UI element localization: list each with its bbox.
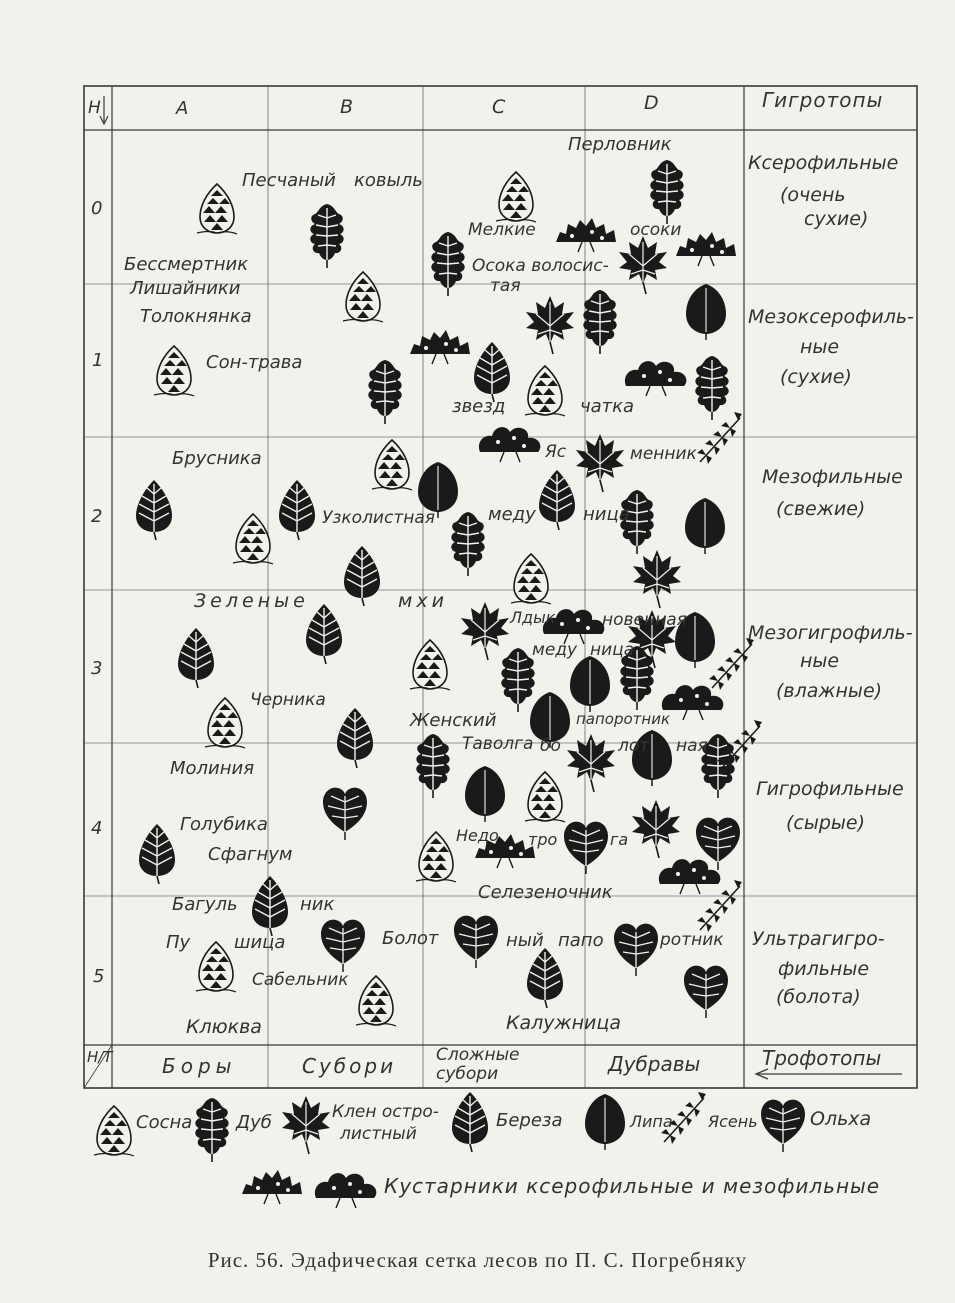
- corner-ht-label: H/T: [87, 1048, 113, 1066]
- legend-maple-label-1: Клен остро-: [332, 1102, 439, 1122]
- column-c-header: C: [492, 96, 506, 118]
- plant-label: Брусника: [172, 448, 262, 469]
- alder-icon: [684, 966, 728, 1018]
- trophotope-subori: Субори: [302, 1054, 397, 1078]
- linden-icon: [685, 498, 725, 554]
- plant-label: Клюква: [186, 1016, 262, 1038]
- pine-icon: [511, 554, 551, 604]
- shrub-icon: [625, 361, 686, 396]
- pine-icon: [196, 942, 236, 992]
- row-2-label: 2: [91, 506, 103, 527]
- plant-label: Перловник: [568, 134, 672, 155]
- plant-label: Сабельник: [252, 970, 349, 990]
- birch-icon: [279, 480, 315, 540]
- plant-label: Сфагнум: [208, 844, 293, 865]
- legend-pine-label: Сосна: [136, 1112, 193, 1133]
- ash-icon: [697, 412, 742, 464]
- legend-oak-icon: [195, 1098, 228, 1162]
- legend-oak-label: Дуб: [236, 1112, 272, 1133]
- shrub-icon: [556, 218, 616, 252]
- plant-label: Зеленые: [194, 590, 309, 612]
- oak-icon: [583, 290, 616, 354]
- birch-icon: [337, 708, 373, 768]
- plant-label: Песчаный: [242, 170, 336, 191]
- legend-ash-label: Ясень: [708, 1112, 758, 1131]
- plant-label: Багуль: [172, 894, 238, 915]
- plant-label: Селезеночник: [478, 882, 613, 903]
- pine-icon: [416, 832, 456, 882]
- plant-label: Женский: [410, 710, 497, 731]
- maple-icon: [461, 602, 509, 660]
- plant-label: ротник: [660, 930, 724, 950]
- plant-label: папоротник: [576, 710, 671, 728]
- plant-label: Голубика: [180, 814, 268, 835]
- plant-label: меду: [488, 504, 536, 525]
- plant-label: Таволга: [462, 734, 534, 754]
- trophotope-bory: Боры: [162, 1054, 237, 1078]
- hygrotope-0-line3: сухие): [804, 208, 869, 230]
- plant-label: Калужница: [506, 1012, 621, 1034]
- hygrotope-3-line1: Мезогигрофиль-: [748, 622, 913, 644]
- hygrotope-4-line1: Гигрофильные: [756, 778, 904, 800]
- plant-label: Молиния: [170, 758, 255, 779]
- hygrotope-4-line2: (сырые): [786, 812, 866, 834]
- birch-icon: [139, 824, 175, 884]
- oak-icon: [695, 356, 728, 420]
- shrub-icon: [659, 859, 720, 894]
- pine-icon: [343, 272, 383, 322]
- plant-label: га: [610, 830, 629, 849]
- hygrotope-2-line1: Мезофильные: [762, 466, 903, 488]
- plant-label: осоки: [630, 220, 682, 240]
- alder-icon: [323, 788, 367, 840]
- birch-icon: [344, 546, 380, 606]
- legend-linden-label: Липа: [630, 1112, 673, 1131]
- oak-icon: [431, 232, 464, 296]
- plant-label: Болот: [382, 928, 439, 949]
- plant-label: ница: [590, 640, 635, 660]
- column-d-header: D: [644, 92, 659, 114]
- pine-icon: [525, 772, 565, 822]
- ash-icon: [709, 638, 754, 690]
- legend-shrubs-label: Кустарники ксерофильные и мезофильные: [384, 1174, 881, 1198]
- hygrotope-3-line2: ные: [800, 650, 840, 672]
- shrub-icon: [410, 330, 470, 364]
- row-0-label: 0: [91, 198, 103, 219]
- pine-icon: [372, 440, 412, 490]
- plant-label: Недо: [456, 826, 499, 845]
- plant-label: чатка: [580, 396, 635, 417]
- column-b-header: B: [340, 96, 354, 118]
- legend-alder-label: Ольха: [810, 1108, 872, 1130]
- plant-label: ковыль: [354, 170, 423, 191]
- hygrotope-5-line2: фильные: [778, 958, 870, 980]
- birch-icon: [178, 628, 214, 688]
- plant-label: Сон-трава: [206, 352, 303, 373]
- birch-icon: [527, 948, 563, 1008]
- plant-label: Лдык: [510, 608, 556, 627]
- hygrotope-1-line2: ные: [800, 336, 840, 358]
- plant-label: мхи: [398, 590, 448, 612]
- hygrotope-0-line1: Ксерофильные: [748, 152, 899, 174]
- row-4-label: 4: [91, 818, 103, 839]
- plant-label: Мелкие: [468, 220, 536, 240]
- plant-label: ный: [506, 930, 544, 951]
- plant-label: Лишайники: [130, 278, 241, 299]
- plant-label: ник: [300, 894, 335, 915]
- trophotope-complex-subori: Сложные субори: [436, 1045, 520, 1084]
- legend-birch-label: Береза: [496, 1110, 563, 1131]
- hygrotope-1-line1: Мезоксерофиль-: [748, 306, 914, 328]
- legend-linden-icon: [585, 1094, 625, 1150]
- row-3-label: 3: [91, 658, 103, 679]
- pine-icon: [410, 640, 450, 690]
- plant-label: ница: [583, 504, 630, 525]
- maple-icon: [619, 236, 667, 294]
- hygrotope-0-line2: (очень: [780, 184, 846, 206]
- trophotopes-title: Трофотопы: [762, 1046, 882, 1070]
- legend-shrub-meso-icon: [315, 1173, 376, 1208]
- plant-label: ная: [676, 736, 708, 756]
- pine-icon: [525, 366, 565, 416]
- legend-maple-label-2: листный: [340, 1124, 417, 1144]
- oak-icon: [451, 512, 484, 576]
- alder-icon: [321, 920, 365, 972]
- row-1-label: 1: [92, 350, 104, 371]
- hygrotope-3-line3: (влажные): [776, 680, 883, 702]
- shrub-icon: [676, 232, 736, 266]
- pine-icon: [496, 172, 536, 222]
- plant-label: тая: [490, 276, 521, 296]
- row-5-label: 5: [93, 966, 105, 987]
- linden-icon: [465, 766, 505, 822]
- legend-alder-icon: [761, 1100, 805, 1152]
- alder-icon: [454, 916, 498, 968]
- column-a-header: A: [176, 98, 189, 119]
- figure-caption: Рис. 56. Эдафическая сетка лесов по П. С. Погребняку: [207, 1248, 748, 1272]
- maple-icon: [526, 296, 574, 354]
- maple-icon: [633, 550, 681, 608]
- plant-label: звезд: [452, 396, 506, 417]
- plant-label: новенная: [602, 610, 687, 630]
- legend-shrub-xero-icon: [242, 1170, 302, 1204]
- pine-icon: [205, 698, 245, 748]
- plant-label: шица: [234, 932, 286, 953]
- birch-icon: [252, 876, 288, 936]
- alder-icon: [564, 822, 608, 874]
- plant-label: бо: [540, 736, 561, 756]
- oak-icon: [368, 360, 401, 424]
- hygrotope-5-line3: (болота): [776, 986, 861, 1008]
- shrub-icon: [662, 685, 723, 720]
- pine-icon: [154, 346, 194, 396]
- hygrotope-1-line3: (сухие): [780, 366, 852, 388]
- maple-icon: [576, 434, 624, 492]
- oak-icon: [416, 734, 449, 798]
- plant-label: Толокнянка: [140, 306, 252, 327]
- hygrotopes-title: Гигротопы: [762, 88, 884, 112]
- plant-label: менник: [630, 444, 697, 464]
- hygrotope-2-line2: (свежие): [776, 498, 866, 520]
- birch-icon: [306, 604, 342, 664]
- linden-icon: [686, 284, 726, 340]
- plant-label: Осока волосис-: [472, 256, 609, 276]
- hygrotope-5-line1: Ультрагигро-: [752, 928, 885, 950]
- plant-label: папо: [558, 930, 604, 951]
- plant-label: Узколистная: [322, 508, 435, 528]
- plant-label: тро: [528, 830, 558, 849]
- plant-label: Бессмертник: [124, 254, 249, 275]
- plant-label: Яс: [545, 442, 567, 462]
- ash-icon: [697, 880, 742, 932]
- pine-icon: [356, 976, 396, 1026]
- shrub-icon: [479, 427, 540, 462]
- maple-icon: [632, 800, 680, 858]
- corner-h-label: H: [88, 98, 101, 118]
- oak-icon: [501, 648, 534, 712]
- birch-icon: [474, 342, 510, 402]
- plant-label: лот: [618, 736, 650, 756]
- legend-pine-icon: [94, 1106, 134, 1156]
- plant-label: Пу: [166, 932, 191, 953]
- trophotope-dubravy: Дубравы: [608, 1052, 701, 1076]
- birch-icon: [136, 480, 172, 540]
- alder-icon: [614, 924, 658, 976]
- plant-label: Черника: [250, 690, 326, 710]
- birch-icon: [539, 470, 575, 530]
- legend-birch-icon: [452, 1092, 488, 1152]
- legend-maple-icon: [282, 1096, 330, 1154]
- oak-icon: [310, 204, 343, 268]
- linden-icon: [570, 656, 610, 712]
- pine-icon: [233, 514, 273, 564]
- pine-icon: [197, 184, 237, 234]
- oak-icon: [650, 160, 683, 224]
- plant-label: меду: [532, 640, 578, 660]
